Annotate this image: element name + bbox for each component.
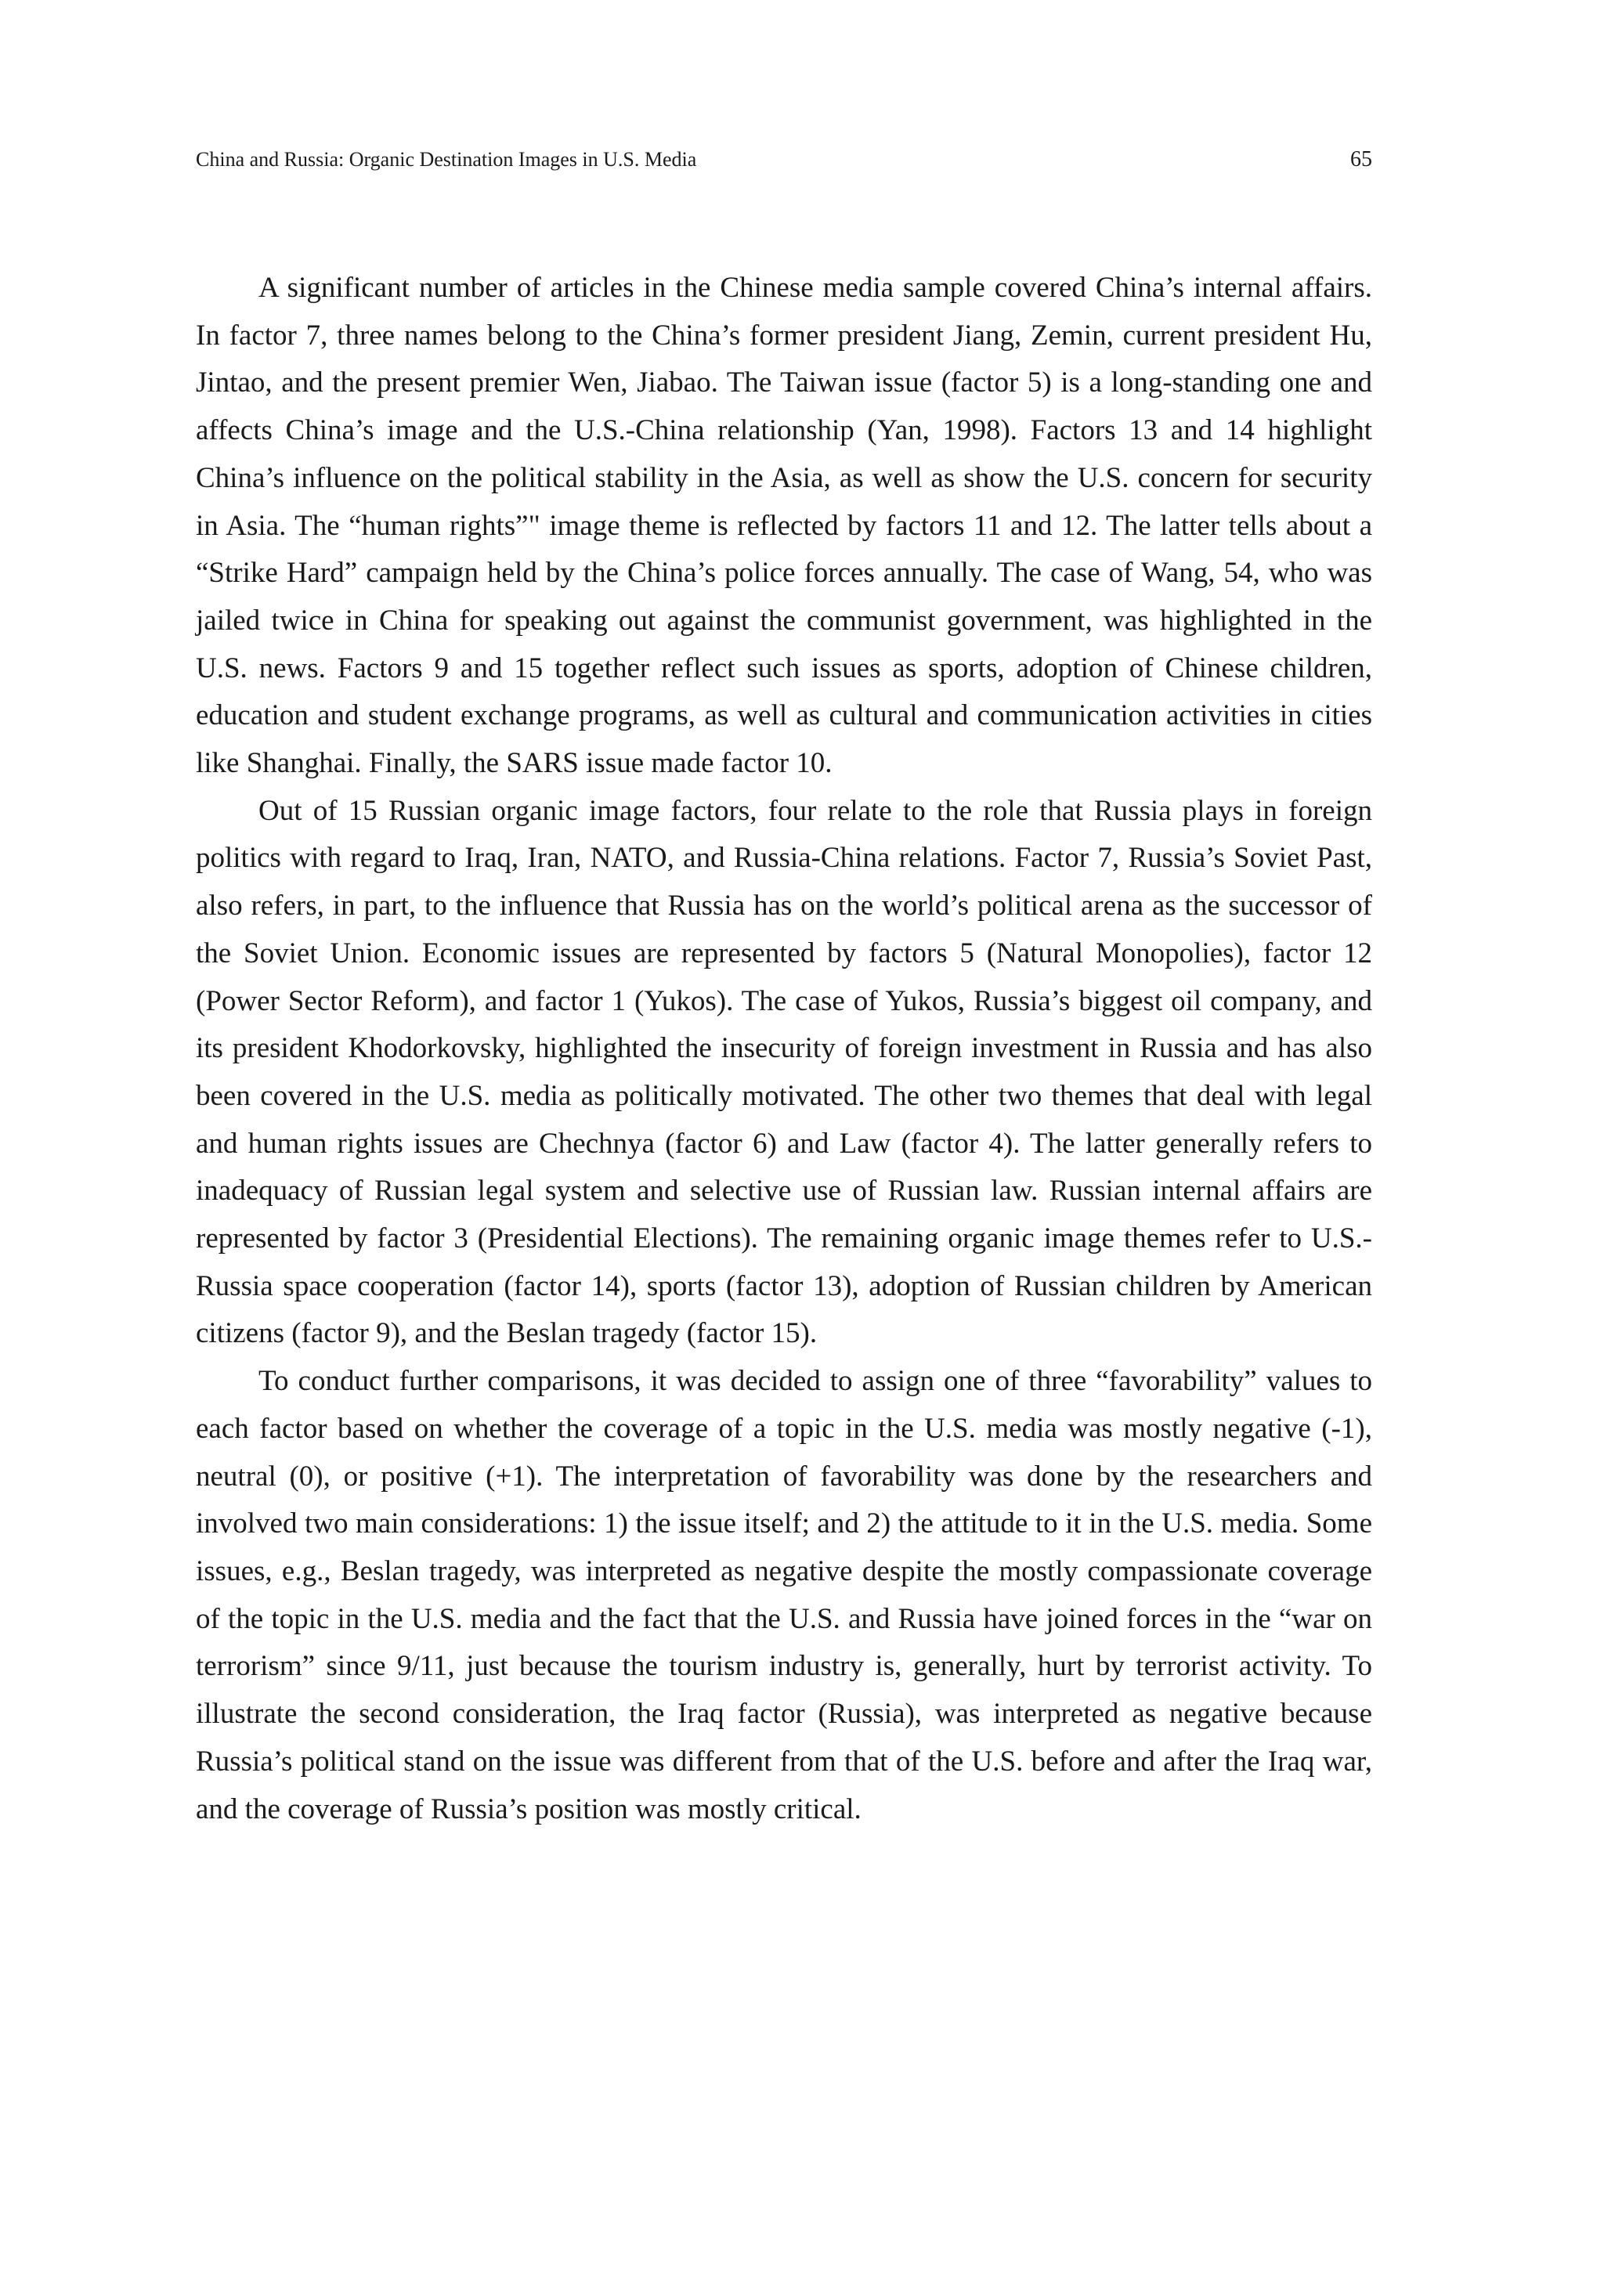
paragraph-russian-factors: Out of 15 Russian organic image factors, four relate to the role that Russia plays in foreign politics with regard to Iraq, Iran, NATO, and Russia-China relations. Factor 7, Russia’s Soviet Past, also refers, in part, to the influence that Russia has on the world’s political arena as the successor of the Soviet Union. Economic issues are represented by factors 5 (Natural Monopolies), factor 12 (Power Sector Reform), and factor 1 (Yukos). The case of Yukos, Russia’s biggest oil company, and its president Khodorkovsky, highlighted the insecurity of foreign investment in Russia and has also been covered in the U.S. media as politically motivated. The other two themes that deal with legal and human rights issues are Chechnya (factor 6) and Law (factor 4). The latter generally refers to inadequacy of Russian legal system and selective use of Russian law. Russian internal affairs are represented by factor 3 (Presidential Elections). The remaining organic image themes refer to U.S.-Russia space cooperation (factor 14), sports (factor 13), adoption of Russian children by American citizens (factor 9), and the Beslan tragedy (factor 15).	[196, 794, 1372, 1350]
body-text	[196, 265, 1372, 1833]
page-number: 65	[1350, 147, 1372, 171]
running-title: China and Russia: Organic Destination Images in U.S. Media	[196, 148, 697, 171]
paragraph-china-internal-affairs: A significant number of articles in the Chinese media sample covered China’s internal affairs. In factor 7, three names belong to the China’s former president Jiang, Zemin, current president Hu, Jintao, and the present premier Wen, Jiabao. The Taiwan issue (factor 5) is a long-standing one and affects China’s image and the U.S.-China relationship (Yan, 1998). Factors 13 and 14 highlight China’s influence on the political stability in the Asia, as well as show the U.S. concern for security in Asia. The “human rights”" image theme is reflected by factors 11 and 12. The latter tells about a “Strike Hard” campaign held by the China’s police forces annually. The case of Wang, 54, who was jailed twice in China for speaking out against the communist government, was highlighted in the U.S. news. Factors 9 and 15 together reflect such issues as sports, adoption of Chinese children, education and student exchange programs, as well as cultural and communication activities in cities like Shanghai. Finally, the SARS issue made factor 10.	[196, 272, 1372, 780]
running-header	[196, 144, 1372, 175]
paragraph-favorability: To conduct further comparisons, it was decided to assign one of three “favorability” values to each factor based on whether the coverage of a topic in the U.S. media was mostly negative (-1), neutral (0), or positive (+1). The interpretation of favorability was done by the researchers and involved two main considerations: 1) the issue itself; and 2) the attitude to it in the U.S. media. Some issues, e.g., Beslan tragedy, was interpreted as negative despite the mostly compassionate coverage of the topic in the U.S. media and the fact that the U.S. and Russia have joined forces in the “war on terrorism” since 9/11, just because the tourism industry is, generally, hurt by terrorist activity. To illustrate the second consideration, the Iraq factor (Russia), was interpreted as negative because Russia’s political stand on the issue was different from that of the U.S. before and after the Iraq war, and the coverage of Russia’s position was mostly critical.	[196, 1365, 1372, 1825]
